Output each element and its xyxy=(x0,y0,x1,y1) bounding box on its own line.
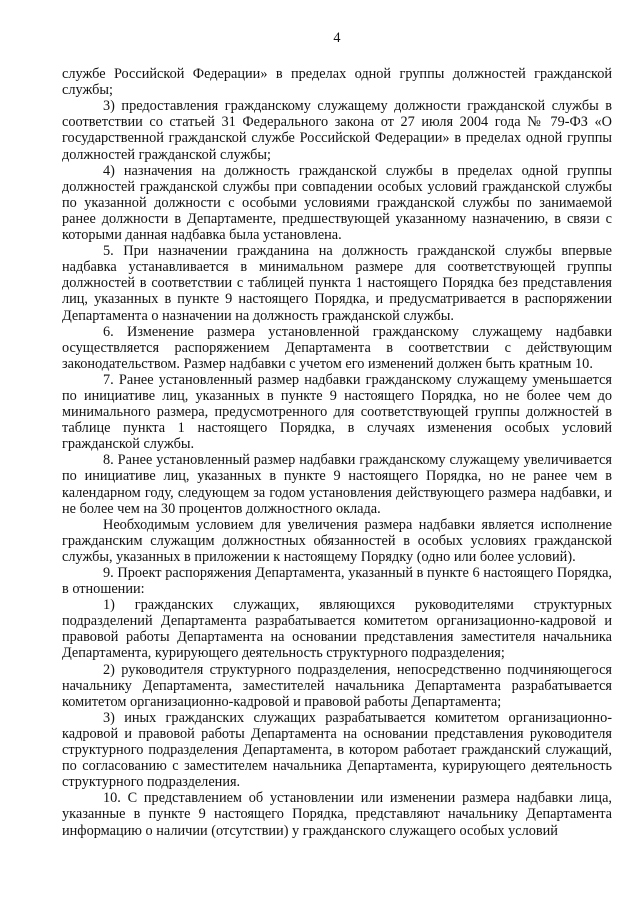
document-page xyxy=(62,30,612,839)
paragraph-item-10: 10. С представлением об установлении или изменении размера надбавки лица, указанные в пункте 9 настоящего Порядка, представляют начальнику Департамента информацию о наличии (отсутствии) у гражданского служащего особых условий xyxy=(62,790,612,839)
paragraph-item-6: 6. Изменение размера установленной гражданскому служащему надбавки осуществляется распоряжением Департамента в соответствии с действующим законодательством. Размер надбавки с учетом его изменений должен быть кратным 10. xyxy=(62,323,612,372)
paragraph-item-9-subitem-2: 2) руководителя структурного подразделения, непосредственно подчиняющегося начальнику Департамента, заместителей начальника Департамента разрабатывается комитетом организационно-кадровой и правовой работы Департамента; xyxy=(62,661,612,710)
paragraph-item-5: 5. При назначении гражданина на должность гражданской службы впервые надбавка устанавливается в минимальном размере для соответствующей группы должностей в соответствии с таблицей пункта 1 настоящего Порядка без представления лиц, указанных в пункте 9 настоящего Порядка, и предусматривается в распоряжении Департамента о назначении на должность гражданской службы. xyxy=(62,243,612,324)
paragraph-item-9-subitem-3: 3) иных гражданских служащих разрабатывается комитетом организационно-кадровой и правовой работы Департамента на основании представления руководителя структурного подразделения Департамента, в котором работает гражданский служащий, по согласованию с заместителем начальника Департамента, курирующего деятельность структурного подразделения. xyxy=(62,709,612,791)
paragraph-continuation: службе Российской Федерации» в пределах одной группы должностей гражданской службы; xyxy=(62,66,612,99)
paragraph-item-8-condition: Необходимым условием для увеличения размера надбавки является исполнение гражданским служащим должностных обязанностей в особых условиях гражданской службы, указанных в приложении к настоящему Порядку (одно или более условий). xyxy=(62,516,612,565)
paragraph-item-8: 8. Ранее установленный размер надбавки гражданскому служащему увеличивается по инициативе лиц, указанных в пункте 9 настоящего Порядка, но не ранее чем в календарном году, следующем за годом установления действующего размера надбавки, и не более чем на 30 процентов должностного оклада. xyxy=(62,452,612,517)
paragraph-subitem-4: 4) назначения на должность гражданской службы в пределах одной группы должностей гражданской службы при совпадении особых условий гражданской службы по указанной должности с особыми условиями гражданской службы по занимаемой ранее должности в Департаменте, предшествующей указанному назначению, в связи с которыми данная надбавка была установлена. xyxy=(62,162,612,244)
paragraph-item-7: 7. Ранее установленный размер надбавки гражданскому служащему уменьшается по инициативе лиц, указанных в пункте 9 настоящего Порядка, но не более чем до минимального размера, предусмотренного для соответствующей группы должностей в таблице пункта 1 настоящего Порядка, в случаях изменения особых условий гражданской службы. xyxy=(62,371,612,453)
paragraph-item-9-subitem-1: 1) гражданских служащих, являющихся руководителями структурных подразделений Департамента разрабатывается комитетом организационно-кадровой и правовой работы Департамента на основании представления заместителя начальника Департамента, курирующего деятельность структурного подразделения; xyxy=(62,597,612,662)
paragraph-subitem-3: 3) предоставления гражданскому служащему должности гражданской службы в соответствии со статьей 31 Федерального закона от 27 июля 2004 года № 79-ФЗ «О государственной гражданской службе Российской Федерации» в пределах одной группы должностей гражданской службы; xyxy=(62,98,612,163)
page-number: 4 xyxy=(333,30,341,46)
paragraph-item-9: 9. Проект распоряжения Департамента, указанный в пункте 6 настоящего Порядка, в отношении: xyxy=(62,565,612,598)
